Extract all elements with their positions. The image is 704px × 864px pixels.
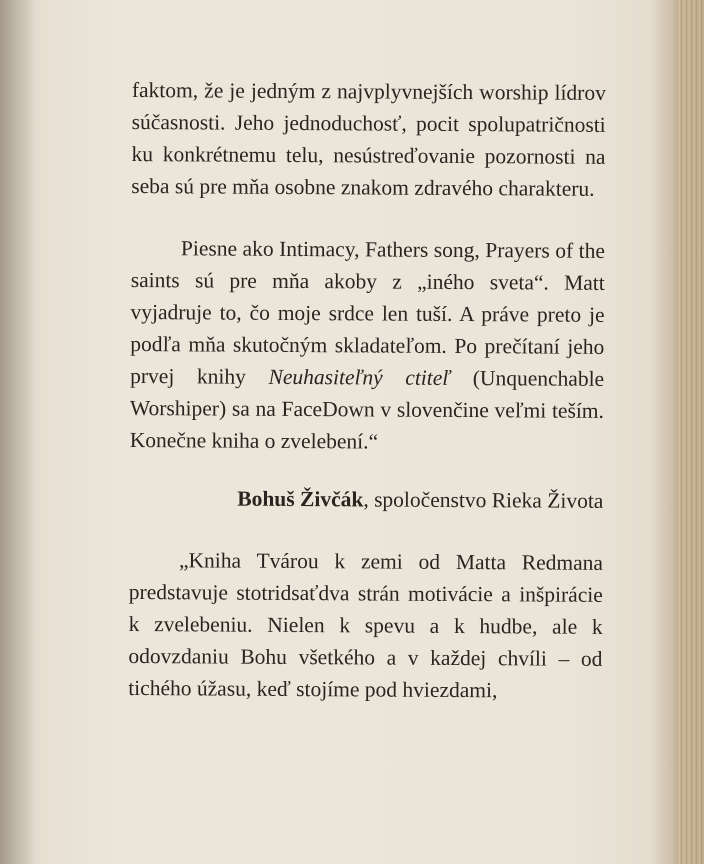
author-name: Bohuš Živčák (237, 486, 364, 512)
paragraph-2-text-a: Piesne ako Intimacy, Fathers song, Prayers of the saints sú pre mňa akoby z „iného sveta“. Matt vyjadruje to, čo moje srdce len tuší. A práve preto je podľa mňa skutočným skladateľom. Po prečítaní jeho prvej knihy (130, 236, 606, 389)
book-title: Neuhasiteľný ctiteľ (268, 364, 451, 390)
paragraph-1: faktom, že je jedným z najvplyvnejších worship lídrov súčasnosti. Jeho jednoduchosť, pocit spolupatričnosti ku konkrétnemu telu, nesústreďovanie pozornosti na seba sú pre mňa osobne znakom zdravého charakteru. (131, 77, 606, 201)
paragraph-2-text-b: (Unquenchable Worshiper) sa na FaceDown v slovenčine veľmi teším. Konečne kniha o zvelebení.“ (129, 365, 605, 454)
page-text-block (128, 74, 606, 707)
author-affiliation: , spoločenstvo Rieka Života (363, 487, 604, 513)
page-edges (678, 0, 704, 864)
book-spine-shadow (0, 0, 34, 864)
attribution (129, 482, 603, 517)
paragraph-2 (130, 232, 605, 459)
paragraph-3: „Kniha Tvárou k zemi od Matta Redmana predstavuje stotridsaťdva strán motivácie a inšpirácie k zvelebeniu. Nielen k spevu a k hudbe, ale k odovzdaniu Bohu všetkého a v každej chvíli – od tichého úžasu, keď stojíme pod hviezdami, (128, 548, 604, 703)
